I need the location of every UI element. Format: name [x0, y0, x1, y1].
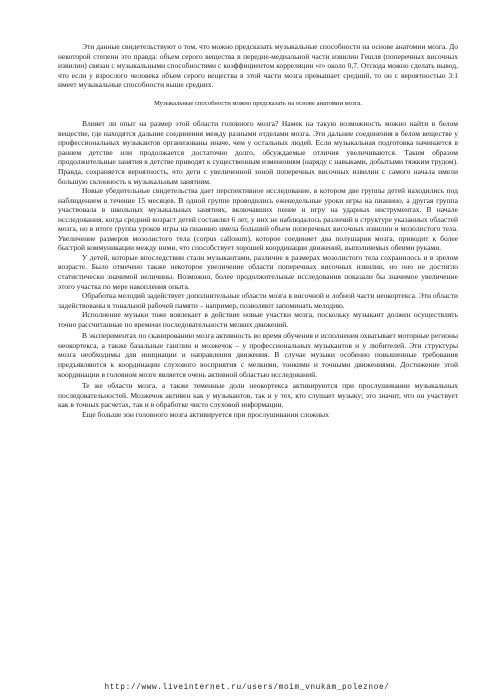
section-caption: Музыкальные способности можно предсказать на основе анатомии мозга. — [153, 99, 362, 107]
source-url-footer: http://www.liveinternet.ru/users/moim_vnukam_poleznoe/ — [104, 684, 390, 692]
document-page — [58, 42, 458, 419]
paragraph-5: Обработка мелодий задействует дополнительные области мозга в височной и лобной части неокортекса. Эти области задействованы в тональной рабочей памяти – например, позволяют запоминать мелодию. — [58, 291, 458, 310]
paragraph-7: В экспериментах по сканированию мозга активность во время обучения и исполнения охватывает моторные регионы неокортекса, а также базальные ганглии и мозжечок – у профессиональных музыкантов и у любителей. Эти структуры мозга необходимы для инициации и направления движения. В случае музыки особенно повышенные требования предъявляются к координации слухового восприятия с мелкими, тонкими и точными движениями. Достижение этой координации в головном мозге является очень активной областью исследований. — [58, 331, 458, 379]
paragraph-8: Те же области мозга, а также теменные доли неокортекса активируются при прослушивании музыкальных последовательностей. Мозжечок активен как у музыкантов, так и у тех, кто слушает музыку; это значит, что он участвует как в точных расчетах, так и в обработке чисто слуховой информации. — [58, 381, 458, 410]
paragraph-9: Еще больше зон головного мозга активируется при прослушивании сложных — [82, 409, 329, 419]
paragraph-1: Эти данные свидетельствуют о том, что можно предсказать музыкальные способности на основе анатомии мозга. До некоторой степени это правда: объем серого вещества в передне-медиальной части извилин Гешля (поперечных височных извилин) связан с музыкальными способностями с коэффициентом корреляции «r» около 0,7. Отсюда можно сделать вывод, что если у взрослого человека объем серого вещества в этой части мозга превышает средний, то он с вероятностью 3:1 имеет музыкальные способности выше средних. — [58, 42, 458, 90]
paragraph-6: Исполнение музыки тоже вовлекает в действие новые участки мозга, поскольку музыкант должен осуществлять точно рассчитанные по времени последовательности мелких движений. — [58, 310, 458, 329]
paragraph-3: Новые убедительные свидетельства дает перспективное исследование, в котором две группы детей находились под наблюдением в течение 15 месяцев. В одной группе проводились еженедельные уроки игры на пианино, а другая группа участвовала в школьных музыкальных занятиях, включавших пение и игру на ударных инструментах. В начале исследования, когда средний возраст детей составлял 6 лет, у них не наблюдалось различий в структуре указанных областей мозга, но в итоге группа уроков игры на пианино имела больший объем поперечных височных извилин и мозолистого тела. Увеличение размеров мозолистого тела (corpus callosum), которое соединяет два полушария мозга, приводит к более быстрой коммуникации между ними, что способствует хорошей координации движений, выполняемых обеими руками. — [58, 186, 458, 253]
paragraph-4: У детей, которые впоследствии стали музыкантами, различие в размерах мозолистого тела сохранилось и в зрелом возрасте. Было отмечено также некоторое увеличение области поперечных височных извилин, но оно не достигло статистически значимой величины. Возможно, более продолжительные исследования показали бы значимое увеличение этого участка по мере накопления опыта. — [58, 252, 458, 291]
paragraph-2: Влияет ли опыт на размер этой области головного мозга? Намек на такую возможность можно найти в белом веществе, где находятся дальние соединения между разными отделами мозга. Эти дальние соединения в белом веществе у профессиональных музыкантов организованы иначе, чем у остальных людей. Если музыкальная подготовка начинается в раннем детстве или продолжается достаточно долго, обсуждаемые отличия увеличиваются. Таким образом продолжительные занятия в детстве приводят к существенным изменениям (наряду с навыками, добытыми тяжким трудом). Правда, сохраняется вероятность, что дети с увеличенной зоной поперечных височных извилин с самого начала имели большую склонность к музыкальным занятиям. — [58, 119, 458, 186]
